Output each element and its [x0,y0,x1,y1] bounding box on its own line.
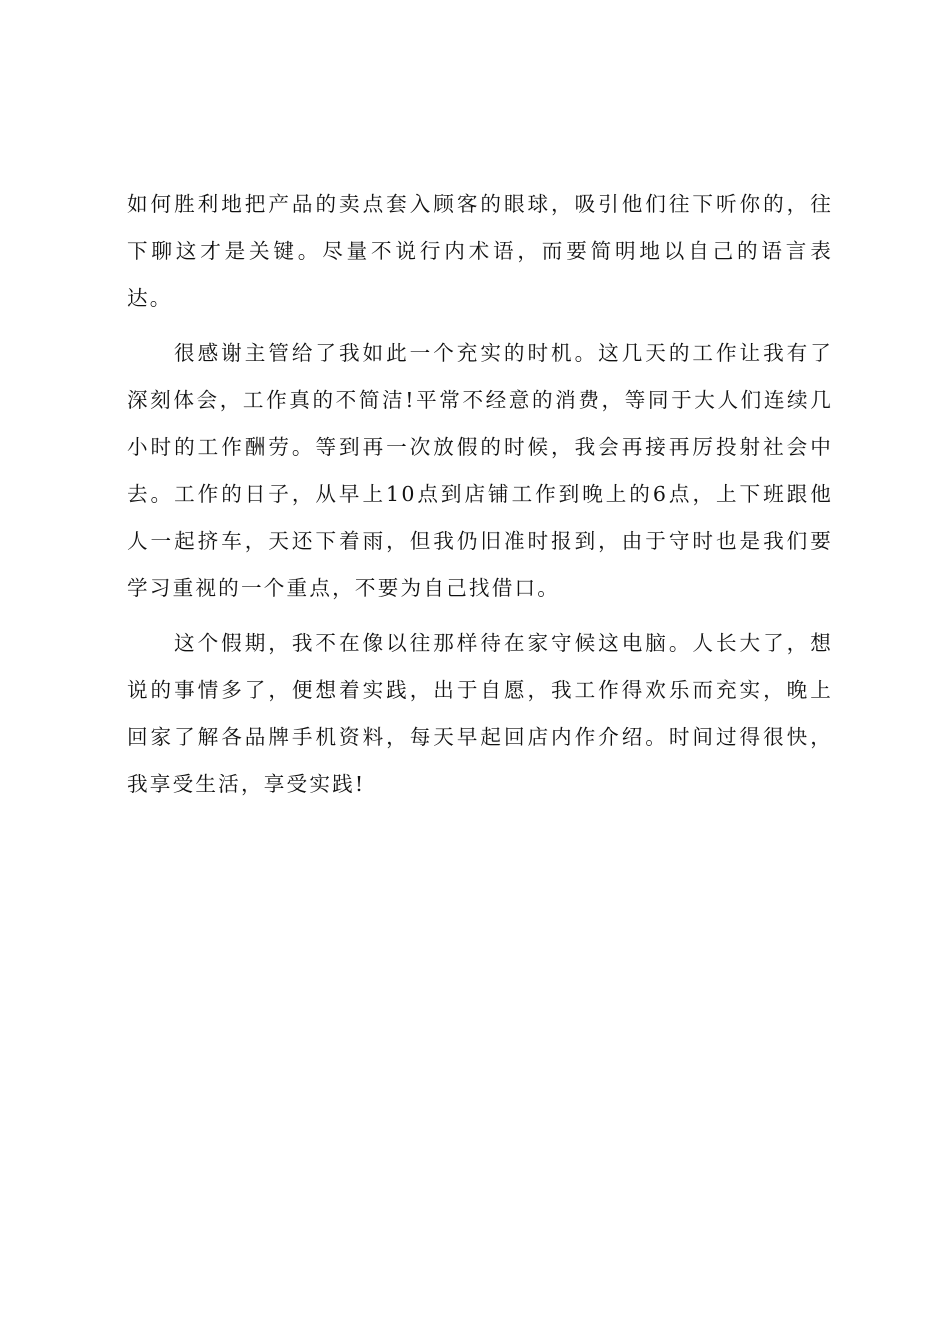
paragraph-3: 这个假期，我不在像以往那样待在家守候这电脑。人长大了，想说的事情多了，便想着实践，出于自愿，我工作得欢乐而充实，晚上回家了解各品牌手机资料，每天早起回店内作介绍。时间过得很快，我享受生活，享受实践! [127,631,833,796]
paragraph-1: 如何胜利地把产品的卖点套入顾客的眼球，吸引他们往下听你的，往下聊这才是关键。尽量不说行内术语，而要简明地以自己的语言表达。 [127,192,833,310]
paragraph-2: 很感谢主管给了我如此一个充实的时机。这几天的工作让我有了深刻体会，工作真的不简洁!平常不经意的消费，等同于大人们连续几小时的工作酬劳。等到再一次放假的时候，我会再接再厉投射社会中去。工作的日子，从早上10点到店铺工作到晚上的6点，上下班跟他人一起挤车，天还下着雨，但我仍旧准时报到，由于守时也是我们要学习重视的一个重点，不要为自己找借口。 [127,341,833,600]
document-body [127,181,833,816]
